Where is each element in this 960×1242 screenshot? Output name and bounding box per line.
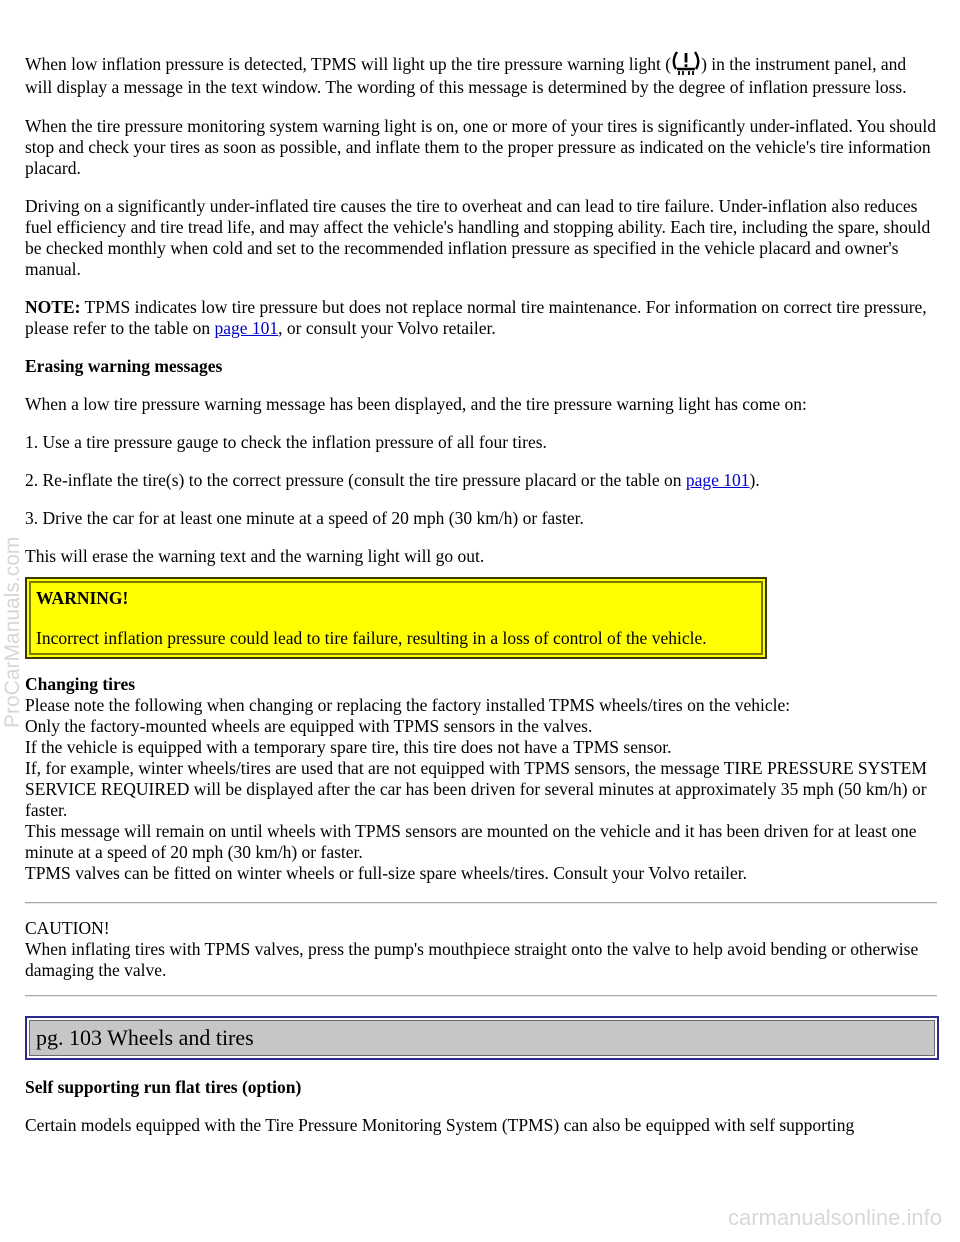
erase-result: This will erase the warning text and the warning light will go out. xyxy=(25,546,485,566)
document-page xyxy=(25,0,937,1136)
changing-line: Please note the following when changing or replacing the factory installed TPMS wheels/tires on the vehicle: xyxy=(25,695,791,715)
step-2-after: ). xyxy=(749,470,760,490)
caution-section xyxy=(25,918,937,981)
paragraph-warning-light: When the tire pressure monitoring system warning light is on, one or more of your tires is significantly under-inflated. You should stop and check your tires as soon as possible, and inflate them to the proper pressure as indicated on the vehicle's tire information placard. xyxy=(25,116,936,178)
page-section-title: pg. 103 Wheels and tires xyxy=(29,1020,935,1056)
divider xyxy=(25,902,937,904)
changing-line: TPMS valves can be fitted on winter wheels or full-size spare wheels/tires. Consult your Volvo retailer. xyxy=(25,863,748,883)
note-text: TPMS indicates low tire pressure but does not replace normal tire maintenance. For information on correct tire pressure, please refer to the table on xyxy=(25,297,927,338)
warning-box xyxy=(25,577,767,659)
changing-line: If, for example, winter wheels/tires are used that are not equipped with TPMS sensors, the message TIRE PRESSURE SYSTEM SERVICE REQUIRED will be displayed after the car has been driven for several minutes at approximately 35 mph (50 km/h) or faster. xyxy=(25,758,927,820)
note-paragraph xyxy=(25,297,937,339)
changing-line: This message will remain on until wheels with TPMS sensors are mounted on the vehicle and it has been driven for at least one minute at a speed of 20 mph (30 km/h) or faster. xyxy=(25,821,917,862)
footer-watermark: carmanualsonline.info xyxy=(727,1205,942,1230)
caution-title: CAUTION! xyxy=(25,918,110,938)
changing-heading: Changing tires xyxy=(25,674,136,694)
divider xyxy=(25,995,937,997)
changing-line: If the vehicle is equipped with a temporary spare tire, this tire does not have a TPMS sensor. xyxy=(25,737,672,757)
erasing-heading: Erasing warning messages xyxy=(25,356,223,376)
warning-title: WARNING! xyxy=(36,588,129,608)
paragraph-under-inflation: Driving on a significantly under-inflated tire causes the tire to overheat and can lead to tire failure. Under-inflation also reduces fuel efficiency and tire tread life, and may affect the vehicle's handling and stopping ability. Each tire, including the spare, should be checked monthly when cold and set to the recommended inflation pressure as specified in the vehicle placard and owner's manual. xyxy=(25,196,931,279)
step-1: 1. Use a tire pressure gauge to check the inflation pressure of all four tires. xyxy=(25,432,547,452)
step-2 xyxy=(25,470,937,491)
changing-tires-section xyxy=(25,674,937,884)
step-3: 3. Drive the car for at least one minute at a speed of 20 mph (30 km/h) or faster. xyxy=(25,508,584,528)
intro-text-2: ) in the instrument panel, and will display a message in the text window. The wording of this message is determined by the degree of inflation pressure loss. xyxy=(25,54,907,97)
intro-paragraph xyxy=(25,0,937,98)
intro-text-1: When low inflation pressure is detected, TPMS will light up the tire pressure warning light ( xyxy=(25,54,672,74)
runflat-text: Certain models equipped with the Tire Pressure Monitoring System (TPMS) can also be equipped with self supporting xyxy=(25,1115,855,1135)
warning-text: Incorrect inflation pressure could lead to tire failure, resulting in a loss of control of the vehicle. xyxy=(36,628,707,648)
runflat-heading: Self supporting run flat tires (option) xyxy=(25,1077,302,1097)
step-2-text: 2. Re-inflate the tire(s) to the correct pressure (consult the tire pressure placard or the table on xyxy=(25,470,686,490)
changing-line: Only the factory-mounted wheels are equipped with TPMS sensors in the valves. xyxy=(25,716,593,736)
step-2-page-link[interactable]: page 101 xyxy=(685,470,750,490)
tpms-warning-icon xyxy=(672,47,700,77)
page-section-header xyxy=(25,1016,939,1060)
note-after: , or consult your Volvo retailer. xyxy=(278,318,496,338)
caution-text: When inflating tires with TPMS valves, press the pump's mouthpiece straight onto the valve to help avoid bending or otherwise damaging the valve. xyxy=(25,939,919,980)
note-label: NOTE: xyxy=(25,297,81,317)
page-101-link[interactable]: page 101 xyxy=(214,318,279,338)
side-watermark: ProCarManuals.com xyxy=(1,536,24,728)
erasing-intro: When a low tire pressure warning message has been displayed, and the tire pressure warning light has come on: xyxy=(25,394,807,414)
